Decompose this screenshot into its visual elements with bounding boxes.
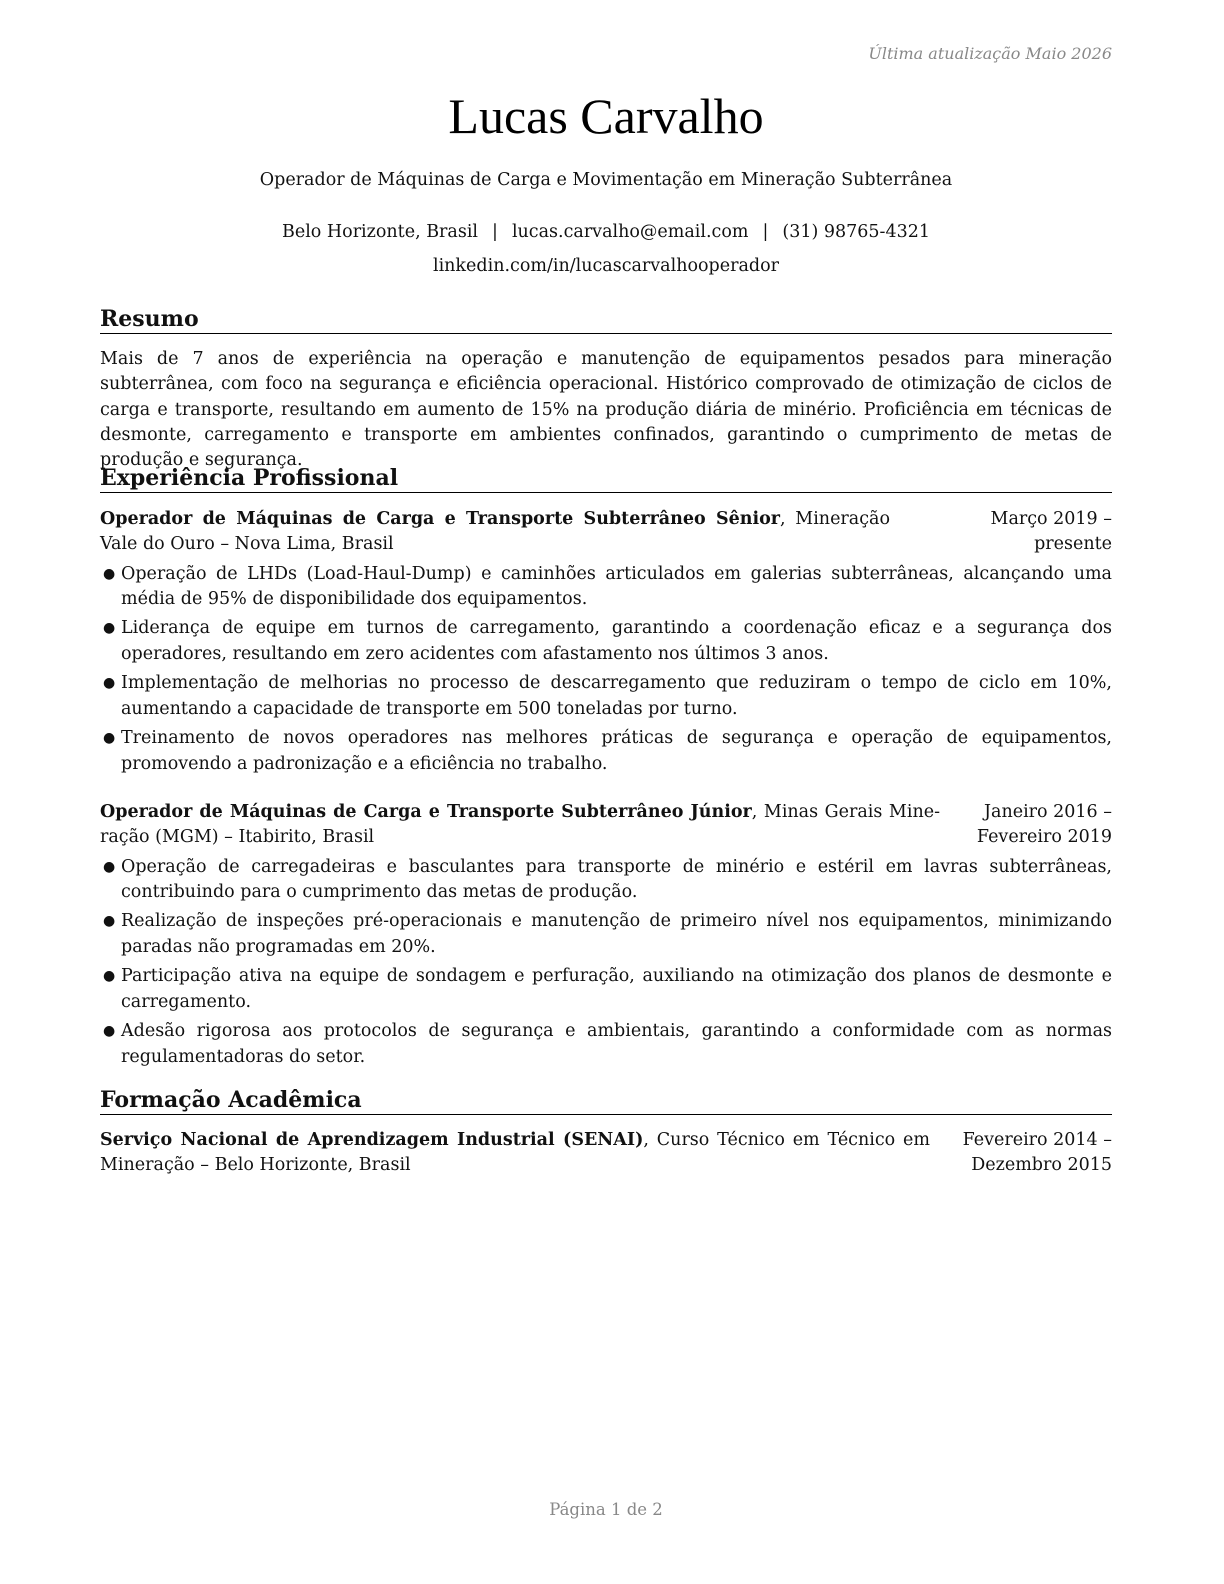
last-updated: Última atualização Maio 2026	[868, 44, 1112, 63]
job-bullet	[100, 562, 1112, 613]
job-header	[100, 507, 1112, 558]
education-title-block	[100, 1128, 930, 1179]
candidate-name: Lucas Carvalho	[448, 88, 764, 144]
candidate-headline: Operador de Máquinas de Carga e Movimentação em Mineração Subterrânea	[259, 170, 953, 190]
job-bullet	[100, 855, 1112, 906]
job-bullets	[100, 855, 1112, 1070]
job-dates: Março 2019 – presente	[990, 509, 1112, 555]
bullet-text: Participação ativa na equipe de sondagem e perfuração, auxiliando na otimização dos planos de desmonte e carregamento.	[121, 966, 1112, 1012]
job-bullet	[100, 726, 1112, 777]
bullet-text: Treinamento de novos operadores nas melhores práticas de segurança e operação de equipamentos, promovendo a padronização e a eficiência no trabalho.	[121, 728, 1112, 774]
bullet-icon: ●	[103, 858, 116, 875]
contact-separator: |	[492, 222, 498, 242]
job-header	[100, 800, 1112, 851]
job-dates: Janeiro 2016 – Fevereiro 2019	[976, 802, 1112, 848]
job-entry	[100, 800, 1112, 1074]
education-institution: Serviço Nacional de Aprendizagem Industrial (SENAI)	[100, 1130, 644, 1150]
job-bullet	[100, 616, 1112, 667]
bullet-icon: ●	[103, 565, 116, 582]
job-bullet	[100, 964, 1112, 1015]
job-bullet	[100, 909, 1112, 960]
bullet-icon: ●	[103, 675, 116, 692]
job-role: Operador de Máquinas de Carga e Transporte Subterrâneo Júnior	[100, 802, 752, 822]
bullet-text: Operação de LHDs (Load-Haul-Dump) e caminhões articulados em galerias subterrâneas, alcançando uma média de 95% de disponibilidade dos equipamentos.	[121, 563, 1112, 609]
job-role: Operador de Máquinas de Carga e Transporte Subterrâneo Sênior	[100, 509, 780, 529]
resume-page	[100, 0, 1112, 1584]
job-entry	[100, 507, 1112, 781]
bullet-text: Realização de inspeções pré-operacionais e manutenção de primeiro nível nos equipamentos, minimizando paradas não programadas em 20%.	[121, 911, 1112, 957]
contact-separator: |	[762, 222, 769, 242]
job-bullet	[100, 1019, 1112, 1070]
contact-email[interactable]: lucas.carvalho@email.com	[511, 222, 749, 242]
linkedin-link[interactable]: linkedin.com/in/lucascarvalhooperador	[432, 256, 780, 276]
contact-location: Belo Horizonte, Brasil	[281, 222, 479, 242]
bullet-text: Implementação de melhorias no processo de descarregamento que reduziram o tempo de ciclo em 10%, aumentando a capacidade de transporte em 500 toneladas por turno.	[121, 673, 1112, 719]
bullet-icon: ●	[103, 1023, 116, 1040]
bullet-text: Operação de carregadeiras e basculantes para transporte de minério e estéril em lavras subterrâneas, contribuindo para o cumprimento das metas de produção.	[121, 856, 1112, 902]
summary-text: Mais de 7 anos de experiência na operação e manutenção de equipamentos pesados para mineração subterrânea, com foco na segurança e eficiência operacional. Histórico comprovado de otimização de ciclos de carga e transporte, resultando em aumento de 15% na produção diária de minério. Proficiência em técnicas de desmonte, carregamento e transporte em ambientes confinados, garantindo o cumprimento de metas de produção e segurança.	[100, 349, 1112, 471]
job-bullets	[100, 562, 1112, 777]
bullet-icon: ●	[103, 913, 116, 930]
job-company: , Minas Gerais Mineração (MGM) – Itabirito, Brasil	[100, 802, 940, 848]
job-company: , Mineração Vale do Ouro – Nova Lima, Brasil	[100, 509, 890, 555]
education-dates: Fevereiro 2014 – Dezembro 2015	[962, 1130, 1112, 1176]
job-title-block	[100, 507, 890, 558]
contact-phone: (31) 98765-4321	[782, 222, 930, 242]
contact-line	[100, 220, 1112, 244]
job-bullet	[100, 671, 1112, 722]
bullet-text: Adesão rigorosa aos protocolos de segurança e ambientais, garantindo a conformidade com as normas regulamentadoras do setor.	[121, 1021, 1112, 1067]
bullet-text: Liderança de equipe em turnos de carregamento, garantindo a coordenação eficaz e a segurança dos operadores, resultando em zero acidentes com afastamento nos últimos 3 anos.	[121, 618, 1112, 664]
education-entry	[100, 1128, 1112, 1179]
bullet-icon: ●	[103, 968, 116, 985]
page-number: Página 1 de 2	[549, 1500, 663, 1519]
bullet-icon: ●	[103, 620, 116, 637]
education-course: , Curso Técnico em Técnico em Mineração – Belo Horizonte, Brasil	[100, 1130, 930, 1176]
job-title-block	[100, 800, 940, 851]
section-title-experience: Experiência Profissional	[100, 464, 1112, 493]
section-title-summary: Resumo	[100, 305, 1112, 334]
section-title-education: Formação Acadêmica	[100, 1086, 1112, 1115]
bullet-icon: ●	[103, 730, 116, 747]
